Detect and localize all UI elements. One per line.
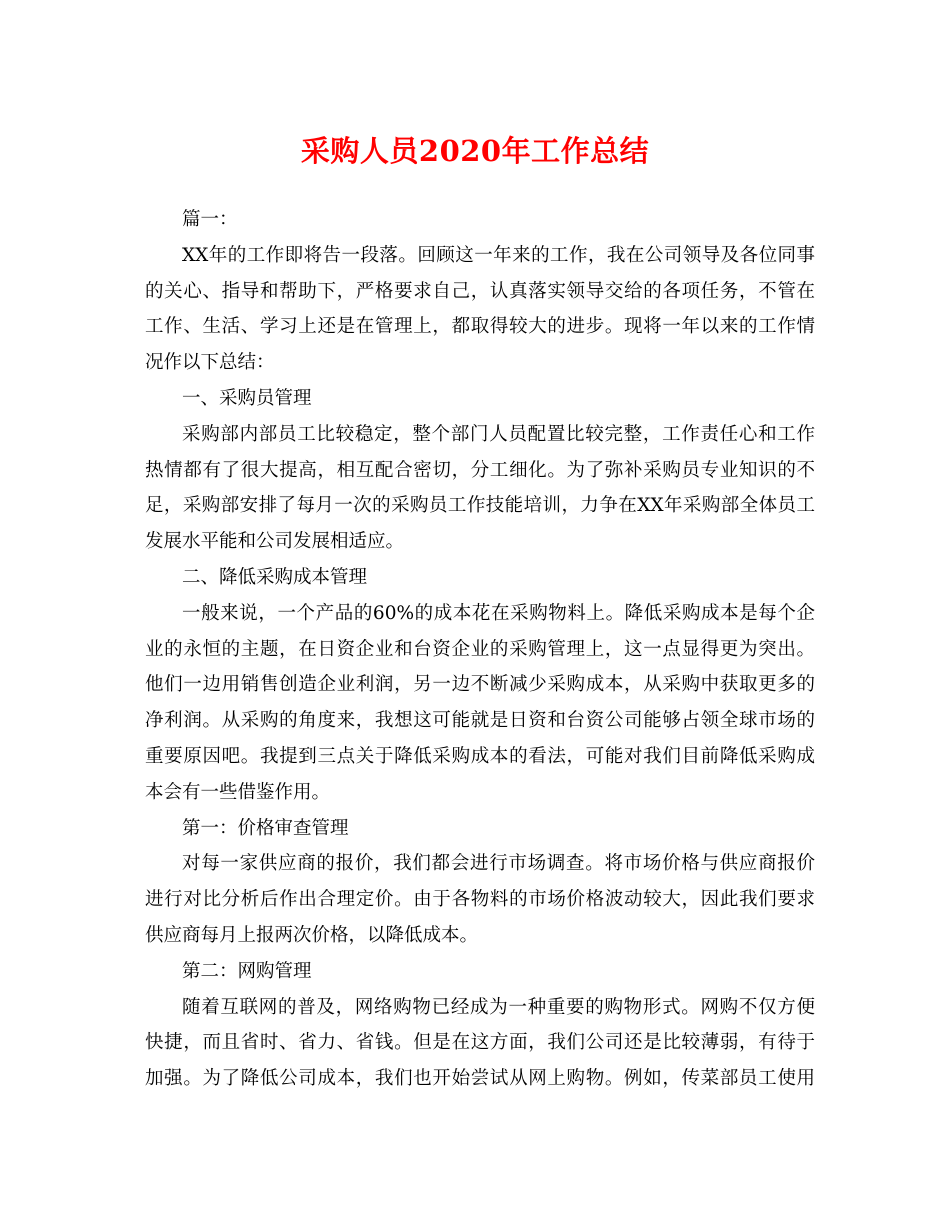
paragraph-line: 的关心、指导和帮助下，严格要求自己，认真落实领导交给的各项任务，不管在 xyxy=(145,280,815,302)
paragraph-line: 工作、生活、学习上还是在管理上，都取得较大的进步。现将一年以来的工作情 xyxy=(145,316,815,338)
paragraph-line: 一般来说，一个产品的60%的成本花在采购物料上。降低采购成本是每个企 xyxy=(182,602,815,624)
paragraph-line: 第二：网购管理 xyxy=(182,960,312,982)
paragraph-line: 业的永恒的主题，在日资企业和台资企业的采购管理上，这一点显得更为突出。 xyxy=(145,638,815,660)
paragraph-line: 第一：价格审查管理 xyxy=(182,817,349,839)
paragraph-line: 随着互联网的普及，网络购物已经成为一种重要的购物形式。网购不仅方便 xyxy=(182,996,815,1018)
paragraph-line: 他们一边用销售创造企业利润，另一边不断减少采购成本，从采购中获取更多的 xyxy=(145,674,815,696)
paragraph-line: 对每一家供应商的报价，我们都会进行市场调查。将市场价格与供应商报价 xyxy=(182,853,815,875)
paragraph-line: 供应商每月上报两次价格，以降低成本。 xyxy=(145,924,479,946)
paragraph-line: 足，采购部安排了每月一次的采购员工作技能培训，力争在XX年采购部全体员工 xyxy=(145,495,815,517)
document-title: 采购人员2020年工作总结 xyxy=(300,134,650,168)
document-body xyxy=(145,202,815,1097)
paragraph-line: 二、降低采购成本管理 xyxy=(182,566,368,588)
paragraph-line: 采购部内部员工比较稳定，整个部门人员配置比较完整，工作责任心和工作 xyxy=(182,423,815,445)
paragraph-line: XX年的工作即将告一段落。回顾这一年来的工作，我在公司领导及各位同事 xyxy=(182,244,815,266)
paragraph-line: 快捷，而且省时、省力、省钱。但是在这方面，我们公司还是比较薄弱，有待于 xyxy=(145,1032,815,1054)
paragraph-line: 篇一： xyxy=(182,209,238,230)
paragraph-line: 净利润。从采购的角度来，我想这可能就是日资和台资公司能够占领全球市场的 xyxy=(145,710,815,732)
paragraph-line: 本会有一些借鉴作用。 xyxy=(145,781,331,803)
paragraph-line: 加强。为了降低公司成本，我们也开始尝试从网上购物。例如，传菜部员工使用 xyxy=(145,1068,815,1090)
paragraph-line: 况作以下总结： xyxy=(145,352,275,374)
paragraph-line: 进行对比分析后作出合理定价。由于各物料的市场价格波动较大，因此我们要求 xyxy=(145,889,815,911)
paragraph-line: 发展水平能和公司发展相适应。 xyxy=(145,531,405,553)
paragraph-line: 热情都有了很大提高，相互配合密切，分工细化。为了弥补采购员专业知识的不 xyxy=(145,459,815,481)
paragraph-line: 重要原因吧。我提到三点关于降低采购成本的看法，可能对我们目前降低采购成 xyxy=(145,745,815,767)
paragraph-line: 一、采购员管理 xyxy=(182,387,312,409)
